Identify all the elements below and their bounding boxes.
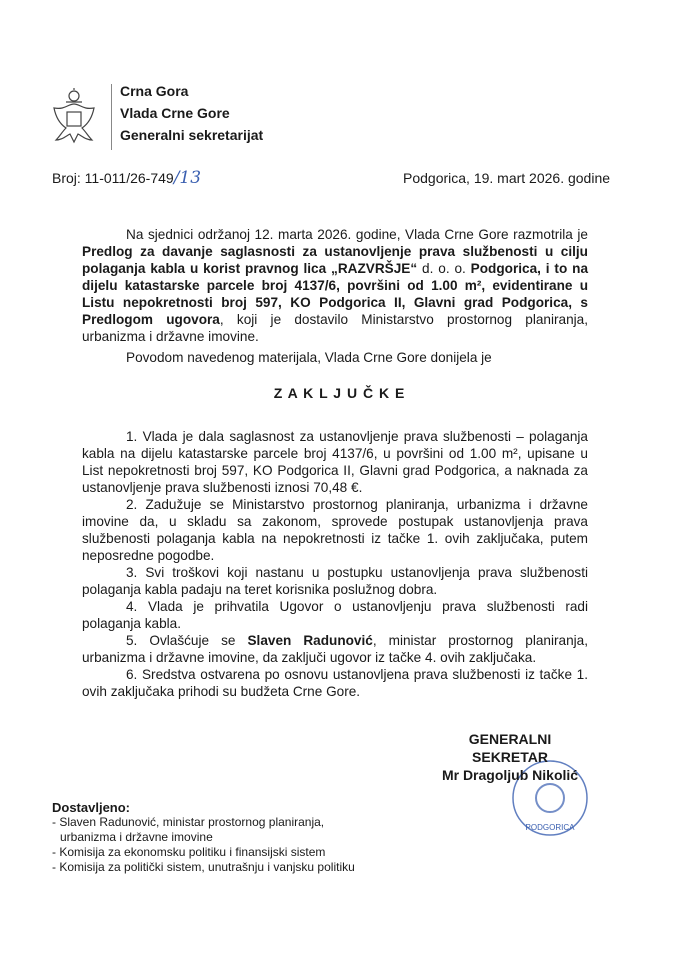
distribution-item: - Slaven Radunović, ministar prostornog planiranja, [52, 815, 325, 829]
reference-number [52, 168, 201, 188]
conclusion-item: 6. Sredstva ostvarena po osnovu ustanovljena prava službenosti iz tačke 1. ovih zaključaka prihodi su budžeta Crne Gore. [82, 667, 588, 699]
svg-text:PODGORICA: PODGORICA [525, 823, 575, 832]
conclusions-title: Z A K L J U Č K E [273, 385, 406, 401]
distribution-list [52, 800, 355, 875]
header-government: Vlada Crne Gore [120, 105, 230, 121]
intro [82, 226, 588, 366]
intro-paragraph [82, 226, 588, 345]
place-date: Podgorica, 19. mart 2026. godine [403, 170, 611, 186]
coat-of-arms-icon [52, 88, 96, 150]
text-bold: Podgorica, i to na dijelu katastarske parcele broj 4137/6, površini od 1.00 m², evidentirane u Listu nepokretnosti broj 597, KO Podgorica II, Glavni grad Podgorica, s Predlogom ugovora [82, 261, 588, 327]
header-country: Crna Gora [120, 83, 189, 99]
distribution-item: urbanizma i državne imovine [60, 830, 213, 844]
intro-conclusion: Povodom navedenog materijala, Vlada Crne Gore donijela je [126, 350, 492, 365]
distribution-heading: Dostavljeno: [52, 800, 131, 815]
conclusion-item: 2. Zadužuje se Ministarstvo prostornog planiranja, urbanizma i državne imovine da, u skladu sa zakonom, sprovede postupak ustanovljenja prava službenosti polaganja kabla na nepokretnosti iz tačke 1. ovih zaključaka, putem neposredne pogodbe. [82, 497, 588, 563]
header-divider [111, 84, 112, 150]
signatory-title: GENERALNI SEKRETAR [468, 731, 552, 765]
text: , ministar prostornog planiranja, urbanizma i državne imovine, da zaključi ugovor iz tačke 4. ovih zaključaka. [82, 633, 589, 665]
conclusion-item: 1. Vlada je dala saglasnost za ustanovljenje prava službenosti – polaganja kabla na dijelu katastarske parcele broj 4137/6, u površini od 1.00 m², upisane u List nepokretnosti broj 597, KO Podgorica II, Glavni grad Podgorica, a naknada za ustanovljenje prava službenosti iznosi 70,48 €. [82, 429, 588, 495]
conclusions-list [82, 428, 588, 700]
distribution-item: - Komisija za ekonomsku politiku i finansijski sistem [52, 845, 326, 859]
text: , koji je dostavilo Ministarstvo prostornog planiranja, urbanizma i državne imovine. [82, 312, 588, 344]
text-bold: Slaven Radunović [247, 633, 373, 648]
text: Na sjednici održanoj 12. marta 2026. godine, Vlada Crne Gore razmotrila je [126, 227, 588, 242]
conclusion-item: 3. Svi troškovi koji nastanu u postupku ustanovljenja prava službenosti polaganja kabla padaju na teret korisnika poslužnog dobra. [82, 565, 588, 597]
letterhead [120, 80, 263, 146]
distribution-item: - Komisija za politički sistem, unutrašnju i vanjsku politiku [52, 860, 355, 874]
signatory-name: Mr Dragoljub Nikolić [441, 767, 579, 783]
header-office: Generalni sekretarijat [120, 127, 264, 143]
conclusion-item: 4. Vlada je prihvatila Ugovor o ustanovljenju prava službenosti radi polaganja kabla. [82, 599, 588, 631]
signature-block [430, 730, 590, 784]
text-bold: Predlog za davanje saglasnosti za ustanovljenje prava službenosti u cilju polaganja kabla u korist pravnog lica „RAZVRŠJE“ [82, 244, 588, 276]
handwritten-suffix: /13 [173, 168, 202, 188]
conclusion-item [82, 632, 588, 666]
text: 5. Ovlašćuje se [126, 633, 248, 648]
reference-number-text: Broj: 11-011/26-749 [52, 170, 174, 186]
text: d. o. o. [422, 261, 471, 276]
